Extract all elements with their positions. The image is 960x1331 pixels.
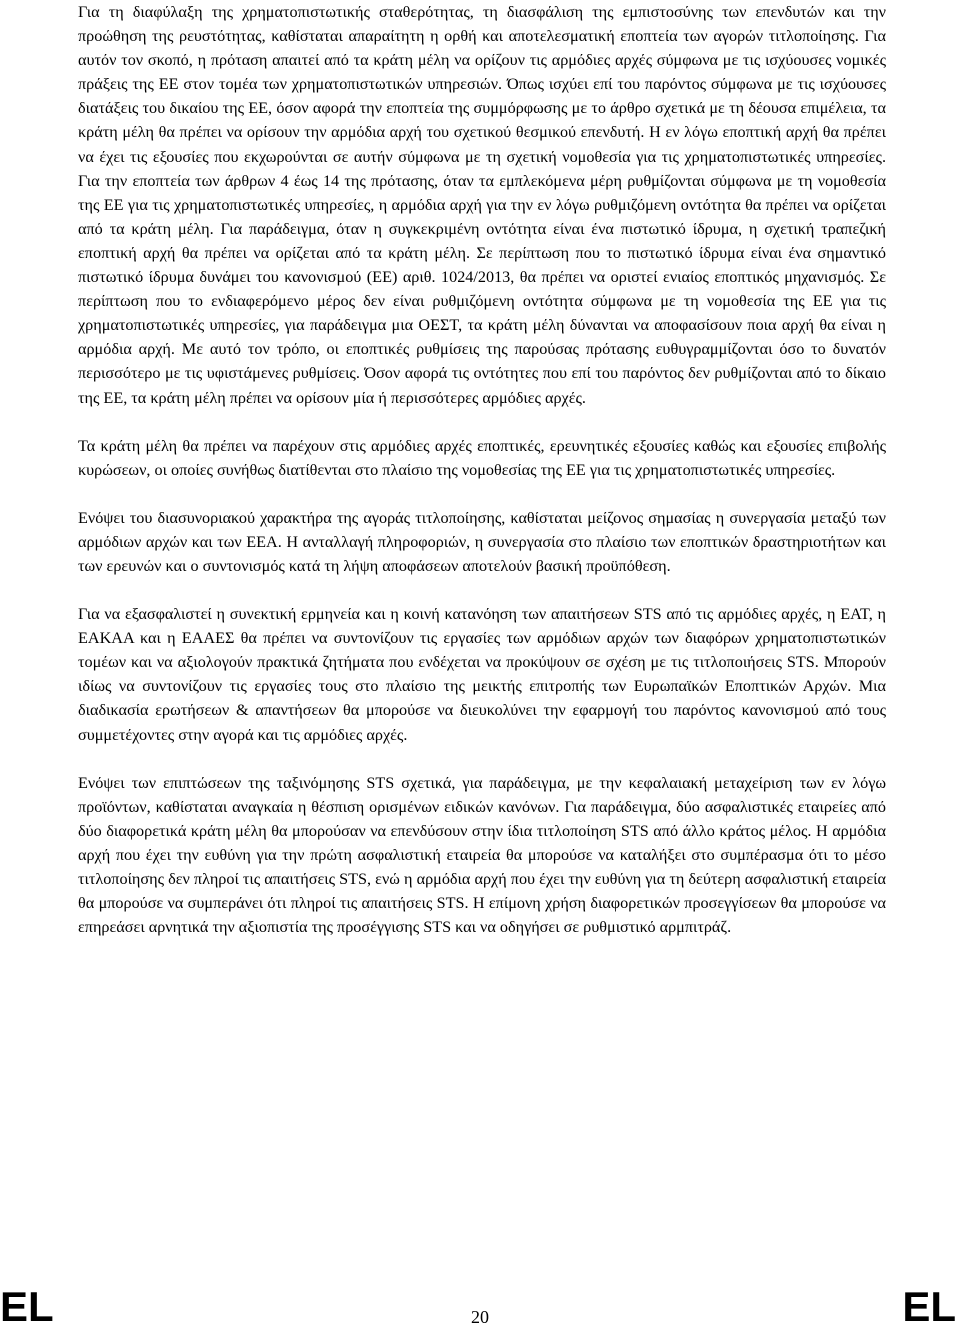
- paragraph: Για να εξασφαλιστεί η συνεκτική ερμηνεία και η κοινή κατανόηση των απαιτήσεων STS από τις αρμόδιες αρχές, η ΕΑΤ, η ΕΑΚΑΑ και η ΕΑΑΕΣ θα πρέπει να συντονίζουν τις εργασίες των αρμόδιων αρχών των διαφόρων χρηματοπιστωτικών τομέων και να αξιολογούν πρακτικά ζητήματα που ενδέχεται να προκύψουν σε σχέση με τις τιτλοποιήσεις STS. Μπορούν ιδίως να συντονίζουν τις εργασίες τους στο πλαίσιο της μεικτής επιτροπής των Ευρωπαϊκών Εποπτικών Αρχών. Μια διαδικασία ερωτήσεων & απαντήσεων θα μπορούσε να διευκολύνει την εφαρμογή του παρόντος κανονισμού από τους συμμετέχοντες στην αγορά και τις αρμόδιες αρχές.: [78, 605, 886, 744]
- page-number: 20: [471, 1307, 489, 1327]
- footer-language-code-right: EL: [902, 1283, 956, 1330]
- paragraph: Τα κράτη μέλη θα πρέπει να παρέχουν στις αρμόδιες αρχές εποπτικές, ερευνητικές εξουσίες καθώς και εξουσίες επιβολής κυρώσεων, οι οποίες συνήθως διατίθενται στο πλαίσιο της νομοθεσίας της ΕΕ για τις χρηματοπιστωτικές υπηρεσίες.: [78, 436, 886, 479]
- paragraph: Ενόψει των επιπτώσεων της ταξινόμησης STS σχετικά, για παράδειγμα, με την κεφαλαιακή μεταχείριση των εν λόγω προϊόντων, καθίσταται αναγκαία η θέσπιση ορισμένων ειδικών κανόνων. Για παράδειγμα, δύο ασφαλιστικές εταιρείες από δύο διαφορετικά κράτη μέλη θα μπορούσαν να επενδύσουν στην ίδια τιτλοποίηση STS από άλλο κράτος μέλος. Η αρμόδια αρχή που έχει την ευθύνη για την πρώτη ασφαλιστική εταιρεία θα μπορούσε να καταλήξει στο συμπέρασμα ότι το μέσο τιτλοποίησης δεν πληροί τις απαιτήσεις STS, ενώ η αρμόδια αρχή που έχει την ευθύνη για τη δεύτερη ασφαλιστική εταιρεία θα μπορούσε να συμπεράνει ότι πληροί τις απαιτήσεις STS. Η επίμονη χρήση διαφορετικών προσεγγίσεων θα μπορούσε να επηρεάσει αρνητικά την αξιοπιστία της προσέγγισης STS και να οδηγήσει σε ρυθμιστικό αρμπιτράζ.: [78, 773, 886, 937]
- body-text: [78, 0, 886, 963]
- paragraph: Ενόψει του διασυνοριακού χαρακτήρα της αγοράς τιτλοποίησης, καθίσταται μείζονος σημασίας η συνεργασία μεταξύ των αρμόδιων αρχών και των ΕΕΑ. Η ανταλλαγή πληροφοριών, η συνεργασία στο πλαίσιο των εποπτικών δραστηριοτήτων και των ερευνών και ο συντονισμός κατά τη λήψη αποφάσεων αποτελούν βασική προϋπόθεση.: [78, 508, 886, 575]
- paragraph: Για τη διαφύλαξη της χρηματοπιστωτικής σταθερότητας, τη διασφάλιση της εμπιστοσύνης των επενδυτών και την προώθηση της ρευστότητας, καθίσταται απαραίτητη η ορθή και αποτελεσματική εποπτεία των αγορών τιτλοποίησης. Για αυτόν τον σκοπό, η πρόταση απαιτεί από τα κράτη μέλη να ορίζουν τις αρμόδιες αρχές σύμφωνα με τις ισχύουσες νομικές πράξεις της ΕΕ στον τομέα των χρηματοπιστωτικών υπηρεσιών. Όπως ισχύει επί του παρόντος σύμφωνα με τις ισχύουσες διατάξεις του δικαίου της ΕΕ, όσον αφορά την εποπτεία της συμμόρφωσης με το άρθρο σχετικά με τη δέουσα επιμέλεια, τα κράτη μέλη θα πρέπει να ορίσουν την αρμόδια αρχή του σχετικού θεσμικού επενδυτή. Η εν λόγω εποπτική αρχή θα πρέπει να έχει τις εξουσίες που εκχωρούνται σε αυτήν σύμφωνα με τη σχετική νομοθεσία για τις χρηματοπιστωτικές υπηρεσίες. Για την εποπτεία των άρθρων 4 έως 14 της πρότασης, όταν τα εμπλεκόμενα μέρη ρυθμίζονται σύμφωνα με τη νομοθεσία της ΕΕ για τις χρηματοπιστωτικές υπηρεσίες, η αρμόδια αρχή για την εν λόγω ρυθμιζόμενη οντότητα θα πρέπει να ορίζεται από τα κράτη μέλη. Για παράδειγμα, όταν η συγκεκριμένη οντότητα είναι ένα πιστωτικό ίδρυμα, η σχετική τραπεζική εποπτική αρχή θα πρέπει να ορίζεται από τα κράτη μέλη. Σε περίπτωση που το πιστωτικό ίδρυμα είναι ένα σημαντικό πιστωτικό ίδρυμα δυνάμει του κανονισμού (ΕΕ) αριθ. 1024/2013, θα πρέπει να οριστεί ενιαίος εποπτικός μηχανισμός. Σε περίπτωση που το ενδιαφερόμενο μέρος δεν είναι ρυθμιζόμενη οντότητα σύμφωνα με τη νομοθεσία της ΕΕ για τις χρηματοπιστωτικές υπηρεσίες, για παράδειγμα μια ΟΕΣΤ, τα κράτη μέλη δύνανται να αποφασίσουν ποια αρχή θα είναι η αρμόδια αρχή. Με αυτό τον τρόπο, οι εποπτικές ρυθμίσεις της παρούσας πρότασης ευθυγραμμίζονται όσο το δυνατόν περισσότερο με τις υφιστάμενες ρυθμίσεις. Όσον αφορά τις οντότητες που επί του παρόντος δεν ρυθμίζονται από το δίκαιο της ΕΕ, τα κράτη μέλη πρέπει να ορίσουν μία ή περισσότερες αρμόδιες αρχές.: [78, 3, 886, 407]
- footer-language-code-left: EL: [0, 1283, 54, 1330]
